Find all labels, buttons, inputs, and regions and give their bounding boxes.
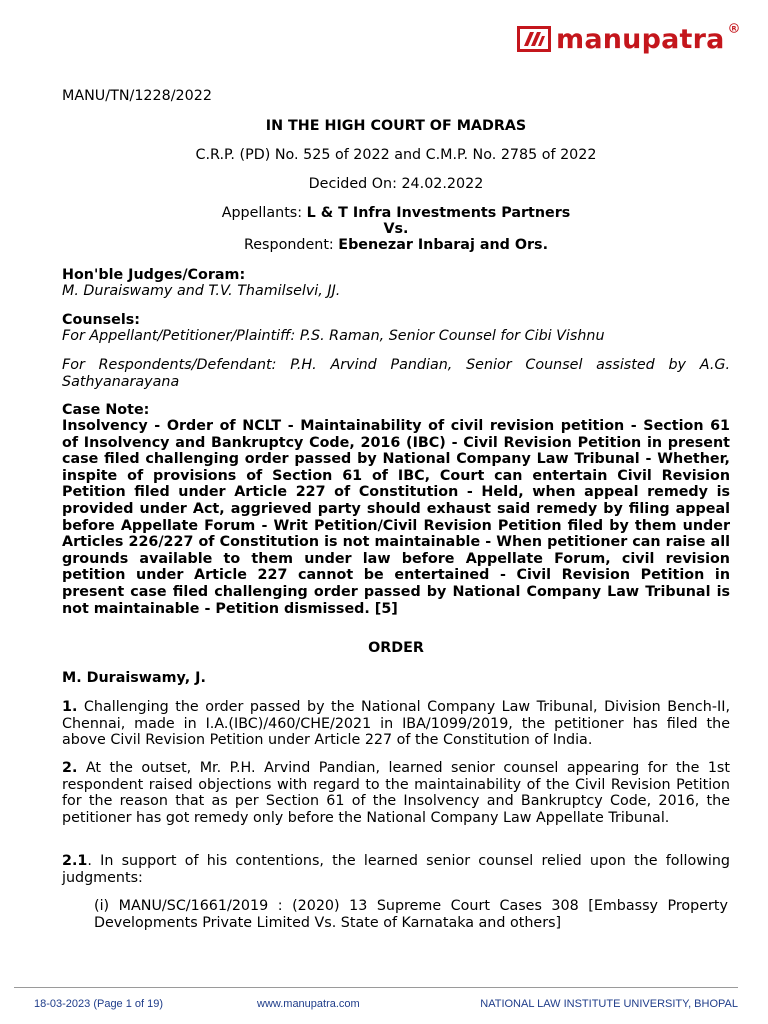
court-name: IN THE HIGH COURT OF MADRAS — [265, 118, 527, 134]
judges-names: M. Duraiswamy and T.V. Thamilselvi, JJ. — [62, 283, 341, 299]
case-note-text: Insolvency - Order of NCLT - Maintainability of civil revision petition - Section 61 of Insolvency and Bankruptcy Code, 2016 (IBC) - Civil Revision Petition in present case filed challenging order passed by National Company Law Tribunal - Whether, inspite of provisions of Section 61 of IBC, Court can entertain Civil Revision Petition filed under Article 227 of Constitution - Held, when appeal remedy is provided under Act, aggrieved party should exhaust said remedy by filing appeal before Appellate Forum - Writ Petition/Civil Revision Petition filed by them under Articles 226/227 of Constitution is not maintainable - When petitioner can raise all grounds available to them under law before Appellate Forum, civil revision petition under Article 227 cannot be entertained - Civil Revision Petition in present case filed challenging order passed by National Company Law Tribunal is not maintainable - Petition dismissed. [5] — [62, 418, 730, 617]
appellants-line — [62, 205, 730, 222]
counsel-respondent: For Respondents/Defendant: P.H. Arvind Pandian, Senior Counsel assisted by A.G. Sathyanarayana — [62, 357, 730, 390]
paragraph-1 — [62, 699, 730, 749]
paragraph-2 — [62, 760, 730, 826]
counsel-appellant: For Appellant/Petitioner/Plaintiff: P.S. Raman, Senior Counsel for Cibi Vishnu — [62, 328, 605, 344]
manupatra-logo — [516, 22, 737, 56]
decided-on: Decided On: 24.02.2022 — [308, 176, 484, 192]
footer-date-page: 18-03-2023 (Page 1 of 19) — [34, 998, 164, 1010]
order-heading: ORDER — [368, 640, 424, 656]
registered-mark-icon — [729, 23, 739, 33]
appellants-label: Appellants: — [221, 205, 307, 221]
appellants-name: L & T Infra Investments Partners — [306, 205, 571, 221]
logo-text: manupatra — [556, 23, 725, 55]
paragraph-number: 2.1 — [62, 853, 88, 869]
svg-text:R: R — [731, 24, 737, 33]
footer-divider — [14, 987, 738, 988]
paragraph-text: At the outset, Mr. P.H. Arvind Pandian, learned senior counsel appearing for the 1st respondent raised objections with regard to the maintainability of the Civil Revision Petition for the reason that as per Section 61 of the Insolvency and Bankruptcy Code, 2016, the petitioner has got remedy only before the National Company Law Appellate Tribunal. — [62, 760, 730, 826]
case-note-heading: Case Note: — [62, 402, 150, 418]
footer-site-link[interactable]: www.manupatra.com — [257, 998, 360, 1010]
counsels-heading: Counsels: — [62, 312, 141, 328]
respondent-name: Ebenezar Inbaraj and Ors. — [338, 237, 549, 253]
manupatra-logo-icon — [516, 24, 552, 54]
case-number: C.R.P. (PD) No. 525 of 2022 and C.M.P. No. 2785 of 2022 — [195, 147, 597, 163]
respondent-line — [62, 237, 730, 254]
manu-citation: MANU/TN/1228/2022 — [62, 88, 212, 104]
paragraph-number: 2. — [62, 760, 78, 776]
paragraph-2-1 — [62, 853, 730, 886]
cited-judgment-item: (i) MANU/SC/1661/2019 : (2020) 13 Supreme Court Cases 308 [Embassy Property Developments Private Limited Vs. State of Karnataka and others] — [94, 898, 728, 931]
paragraph-number: 1. — [62, 699, 78, 715]
versus: Vs. — [383, 221, 409, 237]
paragraph-text: . In support of his contentions, the learned senior counsel relied upon the following judgments: — [62, 853, 730, 886]
respondent-label: Respondent: — [243, 237, 339, 253]
paragraph-text: Challenging the order passed by the National Company Law Tribunal, Division Bench-II, Chennai, made in I.A.(IBC)/460/CHE/2021 in IBA/1099/2019, the petitioner has filed the above Civil Revision Petition under Article 227 of the Constitution of India. — [62, 699, 730, 749]
judges-heading: Hon'ble Judges/Coram: — [62, 267, 246, 283]
order-judge: M. Duraiswamy, J. — [62, 670, 206, 686]
footer-institution: NATIONAL LAW INSTITUTE UNIVERSITY, BHOPAL — [480, 998, 738, 1010]
